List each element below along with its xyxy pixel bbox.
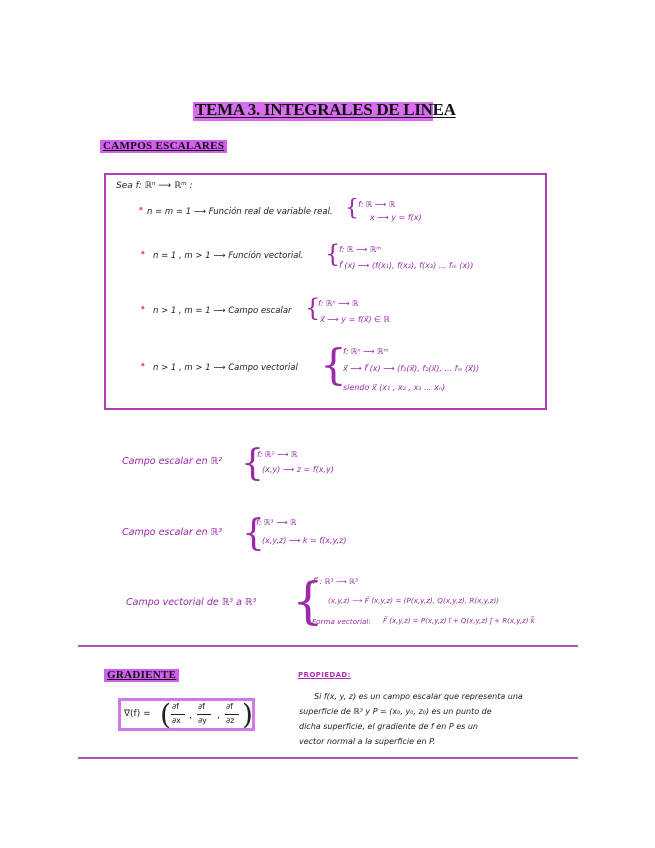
divider-top xyxy=(78,645,578,647)
r2-brace: { xyxy=(241,443,264,484)
grad-t3-num: ∂f xyxy=(226,702,233,711)
item-2-line2: f⃗ (x) ⟶ (f(x₁), f(x₂), f(x₃) ... fₘ (x)) xyxy=(339,261,474,270)
r2-line1: f: ℝ² ⟶ ℝ xyxy=(257,450,298,459)
gradient-close-paren: ) xyxy=(242,698,253,731)
grad-t2-bar xyxy=(197,714,211,715)
grad-t2-num: ∂f xyxy=(198,702,205,711)
r3-line2: (x,y,z) ⟶ k = f(x,y,z) xyxy=(262,536,347,545)
grad-t1-den: ∂x xyxy=(172,716,181,725)
bullet-2: • xyxy=(140,249,146,259)
item-4-condition: n > 1 , m > 1 ⟶ Campo vectorial xyxy=(153,363,298,373)
vec-line2: (x,y,z) ⟶ F⃗ (x,y,z) = (P(x,y,z), Q(x,y,z), R(x,y,z)) xyxy=(328,596,500,605)
gradient-lhs: ∇(f) = xyxy=(124,709,151,719)
grad-t1-num: ∂f xyxy=(172,702,179,711)
grad-t3-den: ∂z xyxy=(226,716,235,725)
grad-t2-den: ∂y xyxy=(198,716,207,725)
bullet-3: • xyxy=(140,304,146,314)
item-2-brace: { xyxy=(325,240,341,268)
item-4-line3: siendo x⃗ (x₁ , x₂ , x₃ ... xₙ) xyxy=(343,383,446,392)
section-campos-escalares: CAMPOS ESCALARES xyxy=(100,140,227,153)
item-1-condition: n = m = 1 ⟶ Función real de variable real. xyxy=(147,207,333,217)
prop-line-4: vector normal a la superficie en P. xyxy=(299,737,436,746)
propiedad-label: PROPIEDAD: xyxy=(298,671,351,679)
grad-t1-bar xyxy=(171,714,185,715)
item-1-brace: { xyxy=(345,196,359,221)
item-4-brace: { xyxy=(320,340,347,389)
prop-line-2: superficie de ℝ³ y P = (x₀, y₀, z₀) es un punto de xyxy=(299,707,492,716)
vec-brace: { xyxy=(292,572,324,630)
section-gradiente: GRADIENTE xyxy=(104,669,179,682)
vec-line3: F⃗ (x,y,z) = P(x,y,z) i⃗ + Q(x,y,z) j⃗ + R(x,y,z) k⃗ xyxy=(383,617,535,625)
item-2-condition: n = 1 , m > 1 ⟶ Función vectorial. xyxy=(153,251,304,261)
bullet-1: • xyxy=(138,205,144,215)
bullet-4: • xyxy=(140,361,146,371)
divider-bottom xyxy=(78,757,578,759)
r2-line2: (x,y) ⟶ z = f(x,y) xyxy=(262,465,334,474)
vec-label: Campo vectorial de ℝ³ a ℝ³ xyxy=(126,597,257,608)
item-3-line1: f: ℝⁿ ⟶ ℝ xyxy=(318,299,359,308)
item-3-line2: x⃗ ⟶ y = f(x⃗) ∈ ℝ xyxy=(320,315,390,324)
gradient-open-paren: ( xyxy=(160,698,171,731)
prop-line-1: Si f(x, y, z) es un campo escalar que representa una xyxy=(314,692,523,701)
item-2-line1: f: ℝ ⟶ ℝᵐ xyxy=(339,245,382,254)
r3-label: Campo escalar en ℝ³ xyxy=(122,527,223,538)
item-3-condition: n > 1 , m = 1 ⟶ Campo escalar xyxy=(153,306,292,316)
prop-line-3: dicha superficie, el gradiente de f en P es un xyxy=(299,722,478,731)
r2-label: Campo escalar en ℝ² xyxy=(122,456,223,467)
r3-line1: f: ℝ³ ⟶ ℝ xyxy=(256,518,297,527)
item-1-line1: f: ℝ ⟶ ℝ xyxy=(358,200,396,209)
page-title: TEMA 3. INTEGRALES DE LINEA xyxy=(195,100,456,119)
item-4-line1: f: ℝⁿ ⟶ ℝᵐ xyxy=(343,347,389,356)
box-intro: Sea f: ℝⁿ ⟶ ℝᵐ : xyxy=(116,181,193,191)
grad-comma-2: , xyxy=(217,711,220,721)
item-4-line2: x⃗ ⟶ f⃗ (x) ⟶ (f₁(x⃗), f₂(x⃗), ... fₘ (x⃗)) xyxy=(343,364,480,373)
item-1-line2: x ⟶ y = f(x) xyxy=(370,213,422,222)
vec-line1: F⃗ : ℝ³ ⟶ ℝ³ xyxy=(313,577,359,586)
vec-line3-label: Forma vectorial: xyxy=(312,617,371,626)
grad-t3-bar xyxy=(225,714,239,715)
item-3-brace: { xyxy=(305,294,321,322)
r3-brace: { xyxy=(242,513,265,554)
grad-comma-1: , xyxy=(189,711,192,721)
